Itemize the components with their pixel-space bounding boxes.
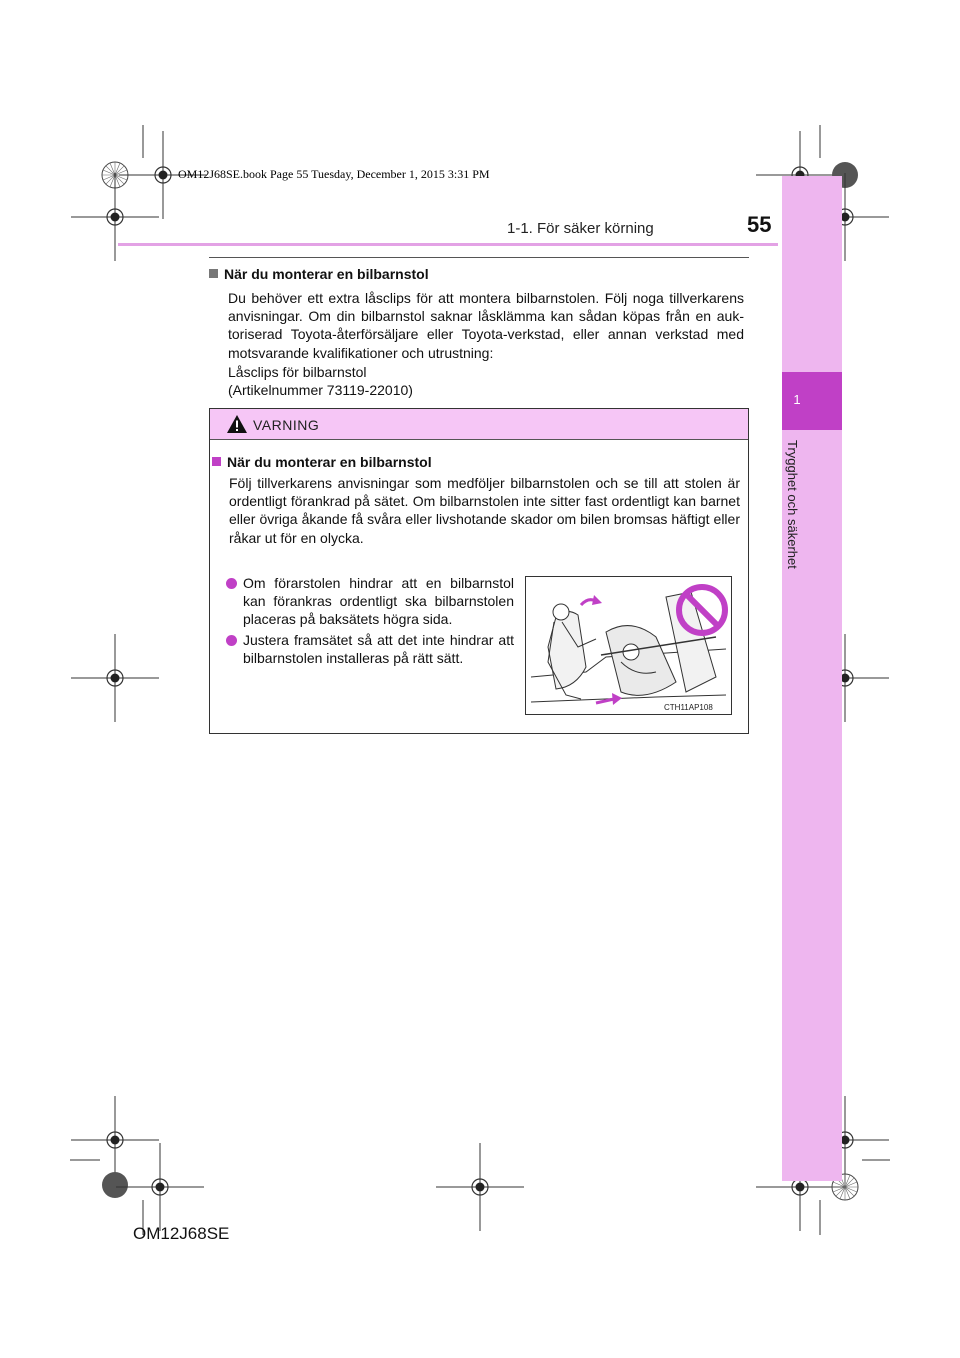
square-bullet-icon xyxy=(209,269,218,278)
chapter-tab-strip xyxy=(782,176,842,1181)
warning-title-text: När du monterar en bilbarnstol xyxy=(227,454,432,470)
section-heading xyxy=(209,266,429,282)
section-title: 1-1. För säker körning xyxy=(507,220,654,237)
circle-bullet-icon xyxy=(226,635,237,646)
circle-bullet-icon xyxy=(226,578,237,589)
chapter-label-wrap xyxy=(786,440,802,590)
chapter-number: 1 xyxy=(793,392,801,407)
illustration-frame xyxy=(525,576,732,715)
chapter-label: Trygghet och säkerhet xyxy=(785,440,800,569)
warning-triangle-icon xyxy=(226,414,248,434)
list-item-text: Om förarstolen hindrar att en bilbarnstol kan förankras ordentligt ska bilbarnstolen placeras på baksätets högra sida. xyxy=(243,575,514,627)
part-number: (Artikelnummer 73119-22010) xyxy=(228,382,413,398)
warning-title xyxy=(212,454,432,470)
warning-label: VARNING xyxy=(253,417,320,433)
list-item xyxy=(226,574,514,628)
square-bullet-icon xyxy=(212,457,221,466)
header-rule xyxy=(118,243,778,246)
list-item-text: Justera framsätet så att det inte hindrar att bilbarnstolen installeras på rätt sätt. xyxy=(243,632,514,666)
page-number: 55 xyxy=(747,212,772,237)
content-rule xyxy=(209,257,749,258)
section-paragraph: Du behöver ett extra låsclips för att montera bilbarnstolen. Följ noga tillverkarens anvisningar. Om din bilbarnstol saknar låsklämma kan sådan köpas från en auktoriserad Toyota-återförsäljare eller Toyota-verkstad, eller annan verkstad med motsvarande kvalifikationer och utrustning: xyxy=(228,290,744,361)
footer-model-code: OM12J68SE xyxy=(133,1224,230,1243)
illustration-code: CTH11AP108 xyxy=(664,703,713,712)
part-name: Låsclips för bilbarnstol xyxy=(228,364,367,380)
child-seat-illustration xyxy=(526,577,731,714)
section-heading-text: När du monterar en bilbarnstol xyxy=(224,266,429,282)
warning-paragraph: Följ tillverkarens anvisningar som medföljer bilbarnstolen och se till att stolen är ordentligt förankrad på sätet. Om bilbarnstolen inte sitter fast ordentligt kan barnet eller övriga åkande få svåra eller livshotande skador om bilen bromsas häftigt eller råkar ut för en olycka. xyxy=(229,475,740,546)
print-book-line: OM12J68SE.book Page 55 Tuesday, December 1, 2015 3:31 PM xyxy=(178,167,490,181)
list-item xyxy=(226,631,514,667)
